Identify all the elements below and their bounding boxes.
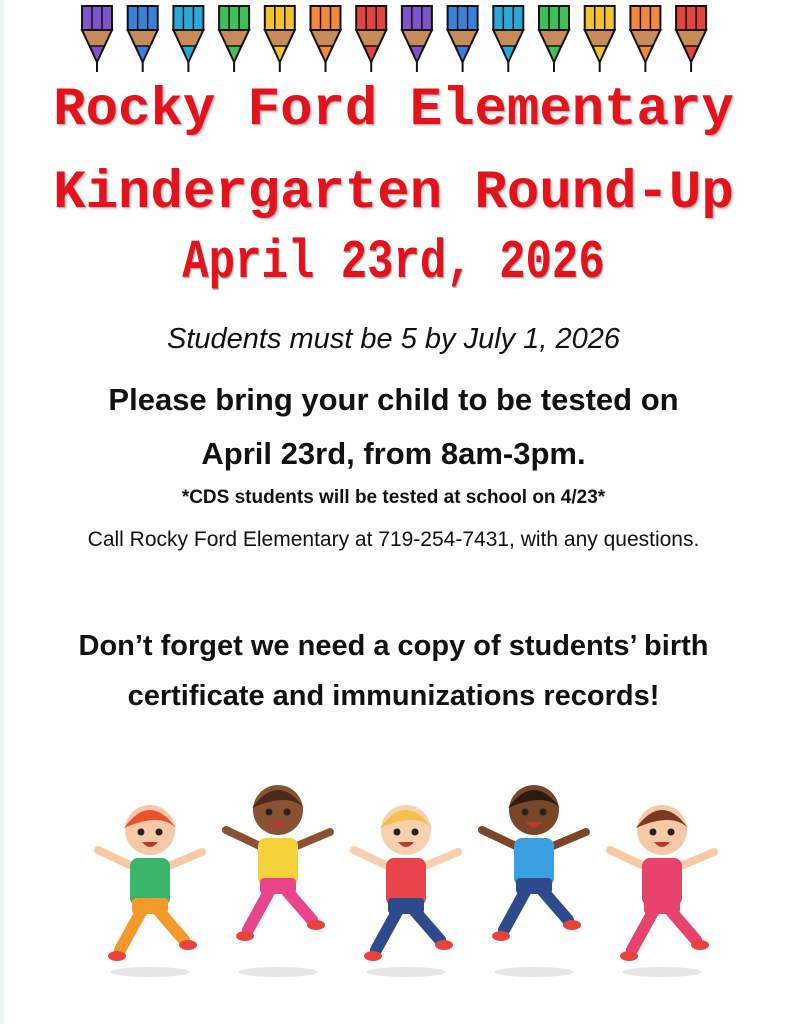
testing-line-1: Please bring your child to be tested on xyxy=(108,382,679,417)
event-title: Kindergarten Round-Up xyxy=(53,163,734,224)
cds-note: *CDS students will be tested at school on 4/23* xyxy=(181,487,606,508)
pencil-icon xyxy=(82,6,112,72)
event-date: April 23rd, 2026 xyxy=(182,232,605,295)
pencil-border xyxy=(78,4,718,76)
pencil-icon xyxy=(356,6,386,72)
kid-figure xyxy=(354,805,458,977)
pencil-icon xyxy=(448,6,478,72)
pencil-icon xyxy=(219,6,249,72)
page-edge xyxy=(0,0,4,1024)
school-title: Rocky Ford Elementary xyxy=(53,80,734,141)
age-requirement: Students must be 5 by July 1, 2026 xyxy=(167,323,620,355)
reminder-line-2: certificate and immunizations records! xyxy=(127,680,660,712)
kid-figure xyxy=(610,805,714,977)
pencil-icon xyxy=(630,6,660,72)
pencil-icon xyxy=(128,6,158,72)
kid-figure xyxy=(482,785,586,977)
pencil-icon xyxy=(585,6,615,72)
testing-line-2: April 23rd, from 8am-3pm. xyxy=(201,436,586,471)
kid-figure xyxy=(98,805,202,977)
jumping-kids-illustration xyxy=(80,760,730,990)
pencil-icon xyxy=(173,6,203,72)
kid-figure xyxy=(226,785,330,977)
pencil-icon xyxy=(311,6,341,72)
pencil-icon xyxy=(676,6,706,72)
pencil-icon xyxy=(493,6,523,72)
pencil-icon xyxy=(265,6,295,72)
pencil-icon xyxy=(402,6,432,72)
pencil-icon xyxy=(539,6,569,72)
reminder-line-1: Don’t forget we need a copy of students’ birth xyxy=(78,630,709,662)
contact-info: Call Rocky Ford Elementary at 719-254-7431, with any questions. xyxy=(87,528,700,551)
